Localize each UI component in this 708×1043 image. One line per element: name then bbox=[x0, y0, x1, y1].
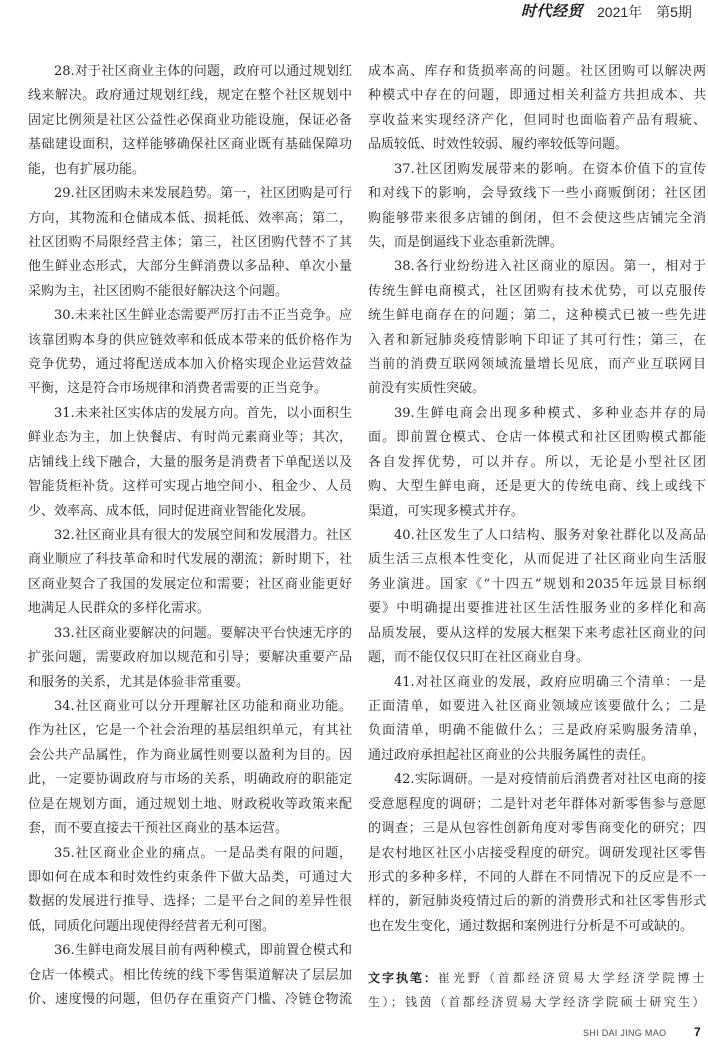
text-line: 即如何在成本和时效性约束条件下做大品类，可通过大 bbox=[28, 869, 352, 885]
magazine-title: 时代经贸 bbox=[521, 2, 584, 20]
text-line: 28.对于社区商业主体的问题，政府可以通过规划红 bbox=[54, 64, 352, 79]
paragraph bbox=[28, 695, 352, 842]
text-line: 社区团购不局限经营主体；第三，社区团购代替不了其 bbox=[28, 234, 352, 250]
text-line: 也在发生变化，通过数据和案例进行分析是不可或缺的。 bbox=[368, 918, 694, 934]
text-line: 质生活三点根本性变化，从而促进了社区商业向生活服 bbox=[368, 552, 706, 568]
text-line: 33.社区商业要解决的问题。要解决平台快速无序的 bbox=[54, 625, 352, 641]
text-line: 低，同质化问题出现使得经营者无利可图。 bbox=[28, 918, 276, 934]
text-line: 29.社区团购未来发展趋势。第一，社区团购是可行 bbox=[54, 186, 352, 202]
text-line: 的调查；三是从包容性创新角度对零售商变化的研究；四 bbox=[368, 821, 706, 837]
text-line: 能，也有扩展功能。 bbox=[28, 161, 146, 177]
text-line: 种模式中存在的问题，即通过相关利益方共担成本、共 bbox=[368, 88, 706, 104]
byline-line bbox=[368, 966, 706, 990]
text-line: 商业顺应了科技革命和时代发展的潮流；新时期下，社 bbox=[28, 552, 352, 568]
text-line: 失，而是倒逼线下业态重新洗牌。 bbox=[368, 234, 564, 250]
right-column bbox=[368, 60, 706, 939]
text-line: 32.社区商业具有很大的发展空间和发展潜力。社区 bbox=[54, 528, 352, 544]
text-line: 面。即前置仓模式、仓店一体模式和社区团购模式都能 bbox=[368, 430, 706, 446]
text-line: 店铺线上线下融合，大量的服务是消费者下单配送以及 bbox=[28, 454, 352, 470]
paragraph bbox=[28, 842, 352, 940]
text-line: 智能货柜补货。这样可实现占地空间小、租金少、人员 bbox=[28, 479, 352, 495]
text-line: 平衡，这是符合市场规律和消费者需要的正当竞争。 bbox=[28, 381, 328, 397]
text-line: 此，一定要协调政府与市场的关系，明确政府的职能定 bbox=[28, 772, 352, 788]
text-line: 39.生鲜电商会出现多种模式、多种业态并存的局 bbox=[394, 405, 706, 421]
paragraph bbox=[28, 402, 352, 524]
text-line: 采购为主，社区团购不能很好解决这个问题。 bbox=[28, 283, 289, 299]
text-line: 通过政府承担起社区商业的公共服务属性的责任。 bbox=[368, 747, 655, 763]
byline-label: 文字执笔： bbox=[368, 971, 438, 985]
paragraph bbox=[368, 768, 706, 939]
paragraph bbox=[368, 524, 706, 671]
text-line: 前没有实质性突破。 bbox=[368, 381, 486, 397]
text-line: 样的，新冠肺炎疫情过后的新的消费形式和社区零售形式 bbox=[368, 894, 706, 910]
text-line: 40.社区发生了人口结构、服务对象社群化以及高品 bbox=[394, 528, 706, 544]
text-line: 是农村地区社区小店接受程度的研究。调研发现社区零售 bbox=[368, 845, 706, 861]
text-line: 和服务的关系，尤其是体验非常重要。 bbox=[28, 674, 250, 690]
issue-label: 2021年 第5期 bbox=[597, 4, 692, 20]
text-line: 受意愿程度的调研；二是针对老年群体对新零售参与意愿 bbox=[368, 796, 706, 812]
paragraph bbox=[368, 671, 706, 769]
text-line: 要》中明确提出要推进社区生活性服务业的多样化和高 bbox=[368, 601, 706, 617]
text-line: 作为社区，它是一个社会治理的基层组织单元，有其社 bbox=[28, 723, 352, 739]
text-line: 入者和新冠肺炎疫情影响下印证了其可行性；第三，在 bbox=[368, 332, 706, 348]
text-line: 成本高、库存和货损率高的问题。社区团购可以解决两 bbox=[368, 64, 706, 79]
text-line: 他生鲜业态形式，大部分生鲜消费以多品种、单次小量 bbox=[28, 259, 352, 275]
text-line: 品质发展，要从这样的发展大框架下来考虑社区商业的问 bbox=[368, 625, 706, 641]
paragraph bbox=[28, 939, 352, 1012]
text-line: 价、速度慢的问题，但仍存在重资产门槛、冷链仓物流 bbox=[28, 992, 352, 1008]
text-line: 鲜业态为主，加上快餐店、有时尚元素商业等；其次， bbox=[28, 430, 352, 446]
text-line: 统生鲜电商存在的问题；第二，这种模式已被一些先进 bbox=[368, 308, 706, 324]
text-line: 正面清单，如要进入社区商业领域应该要做什么；二是 bbox=[368, 698, 706, 714]
text-line: 仓店一体模式。相比传统的线下零售渠道解决了层层加 bbox=[28, 967, 352, 983]
text-line: 地满足人民群众的多样化需求。 bbox=[28, 601, 211, 617]
text-line: 负面清单，明确不能做什么；三是政府采购服务清单， bbox=[368, 723, 706, 739]
byline-text: 生）；钱茵（首都经济贸易大学经济学院硕士研究生） bbox=[368, 995, 706, 1009]
text-line: 30.未来社区生鲜业态需要严厉打击不正当竞争。应 bbox=[54, 308, 352, 324]
text-line: 少、效率高、成本低，同时促进商业智能化发展。 bbox=[28, 503, 315, 519]
text-line: 品质较低、时效性较弱、履约率较低等问题。 bbox=[368, 137, 629, 153]
text-line: 传统生鲜电商模式，社区团购有技术优势，可以克服传 bbox=[368, 283, 706, 299]
text-line: 34.社区商业可以分开理解社区功能和商业功能。 bbox=[54, 698, 352, 714]
paragraph bbox=[368, 255, 706, 402]
text-line: 购能够带来很多店铺的倒闭，但不会使这些店铺完全消 bbox=[368, 210, 706, 226]
paragraph bbox=[28, 622, 352, 695]
page-number: 7 bbox=[694, 1025, 701, 1039]
text-line: 36.生鲜电商发展目前有两种模式，即前置仓模式和 bbox=[54, 943, 352, 959]
text-line: 35.社区商业企业的痛点。一是品类有限的问题， bbox=[54, 845, 352, 861]
text-line: 套，而不要直接去干预社区商业的基本运营。 bbox=[28, 821, 289, 837]
paragraph bbox=[368, 158, 706, 256]
paragraph bbox=[28, 60, 352, 182]
text-line: 购、大型生鲜电商，还是更大的传统电商、线上或线下 bbox=[368, 479, 706, 495]
text-line: 该靠团购本身的供应链效率和低成本带来的低价格作为 bbox=[28, 332, 352, 348]
paragraph bbox=[368, 60, 706, 158]
text-line: 基础建设面积，这样能够确保社区商业既有基础保障功 bbox=[28, 137, 352, 153]
text-line: 方向，其物流和仓储成本低、损耗低、效率高；第二， bbox=[28, 210, 352, 226]
text-line: 区商业契合了我国的发展定位和需要；社区商业能更好 bbox=[28, 576, 352, 592]
paragraph bbox=[28, 304, 352, 402]
paragraph bbox=[368, 402, 706, 524]
text-line: 线来解决。政府通过规划红线，规定在整个社区规划中 bbox=[28, 88, 352, 104]
byline-text: 崔光野（首都经济贸易大学经济学院博士 bbox=[437, 971, 706, 985]
text-line: 固定比例须是社区公益性必保商业功能设施，保证必备 bbox=[28, 112, 352, 128]
left-column bbox=[28, 60, 352, 1012]
footer-running-title: SHI DAI JING MAO bbox=[583, 1028, 667, 1038]
text-line: 务业演进。国家《“十四五”规划和2035年远景目标纲 bbox=[368, 576, 706, 592]
paragraph bbox=[28, 182, 352, 304]
text-line: 31.未来社区实体店的发展方向。首先，以小面积生 bbox=[54, 405, 352, 421]
text-line: 当前的消费互联网领域流量增长见底，而产业互联网目 bbox=[368, 357, 706, 373]
text-line: 42.实际调研。一是对疫情前后消费者对社区电商的接 bbox=[394, 772, 706, 788]
text-line: 竞争优势，通过将配送成本加入价格实现企业运营效益 bbox=[28, 357, 352, 373]
text-line: 题，而不能仅仅只盯在社区商业自身。 bbox=[368, 650, 590, 666]
text-line: 各自发挥优势，可以并存。所以，无论是小型社区团 bbox=[368, 454, 706, 470]
text-line: 享收益来实现经济产化，但同时也面临着产品有瑕疵、 bbox=[368, 112, 706, 128]
text-line: 位是在规划方面，通过规划土地、财政税收等政策来配 bbox=[28, 796, 352, 812]
byline-line bbox=[368, 990, 706, 1014]
text-line: 38.各行业纷纷进入社区商业的原因。第一，相对于 bbox=[394, 259, 706, 275]
text-line: 41.对社区商业的发展，政府应明确三个清单：一是 bbox=[394, 674, 706, 690]
text-line: 形式的多种多样，不同的人群在不同情况下的反应是不一 bbox=[368, 869, 706, 885]
paragraph bbox=[28, 524, 352, 622]
text-line: 数据的发展进行推导、选择；二是平台之间的差异性很 bbox=[28, 894, 352, 910]
byline bbox=[368, 966, 706, 1014]
text-line: 37.社区团购发展带来的影响。在资本价值下的宣传 bbox=[394, 161, 706, 177]
text-line: 扩张问题，需要政府加以规范和引导；要解决重要产品 bbox=[28, 650, 352, 666]
text-line: 渠道，可实现多模式并存。 bbox=[368, 503, 525, 519]
text-line: 会公共产品属性，作为商业属性则要以盈利为目的。因 bbox=[28, 747, 352, 763]
text-line: 和对线下的影响，会导致线下一些小商贩倒闭；社区团 bbox=[368, 186, 706, 202]
